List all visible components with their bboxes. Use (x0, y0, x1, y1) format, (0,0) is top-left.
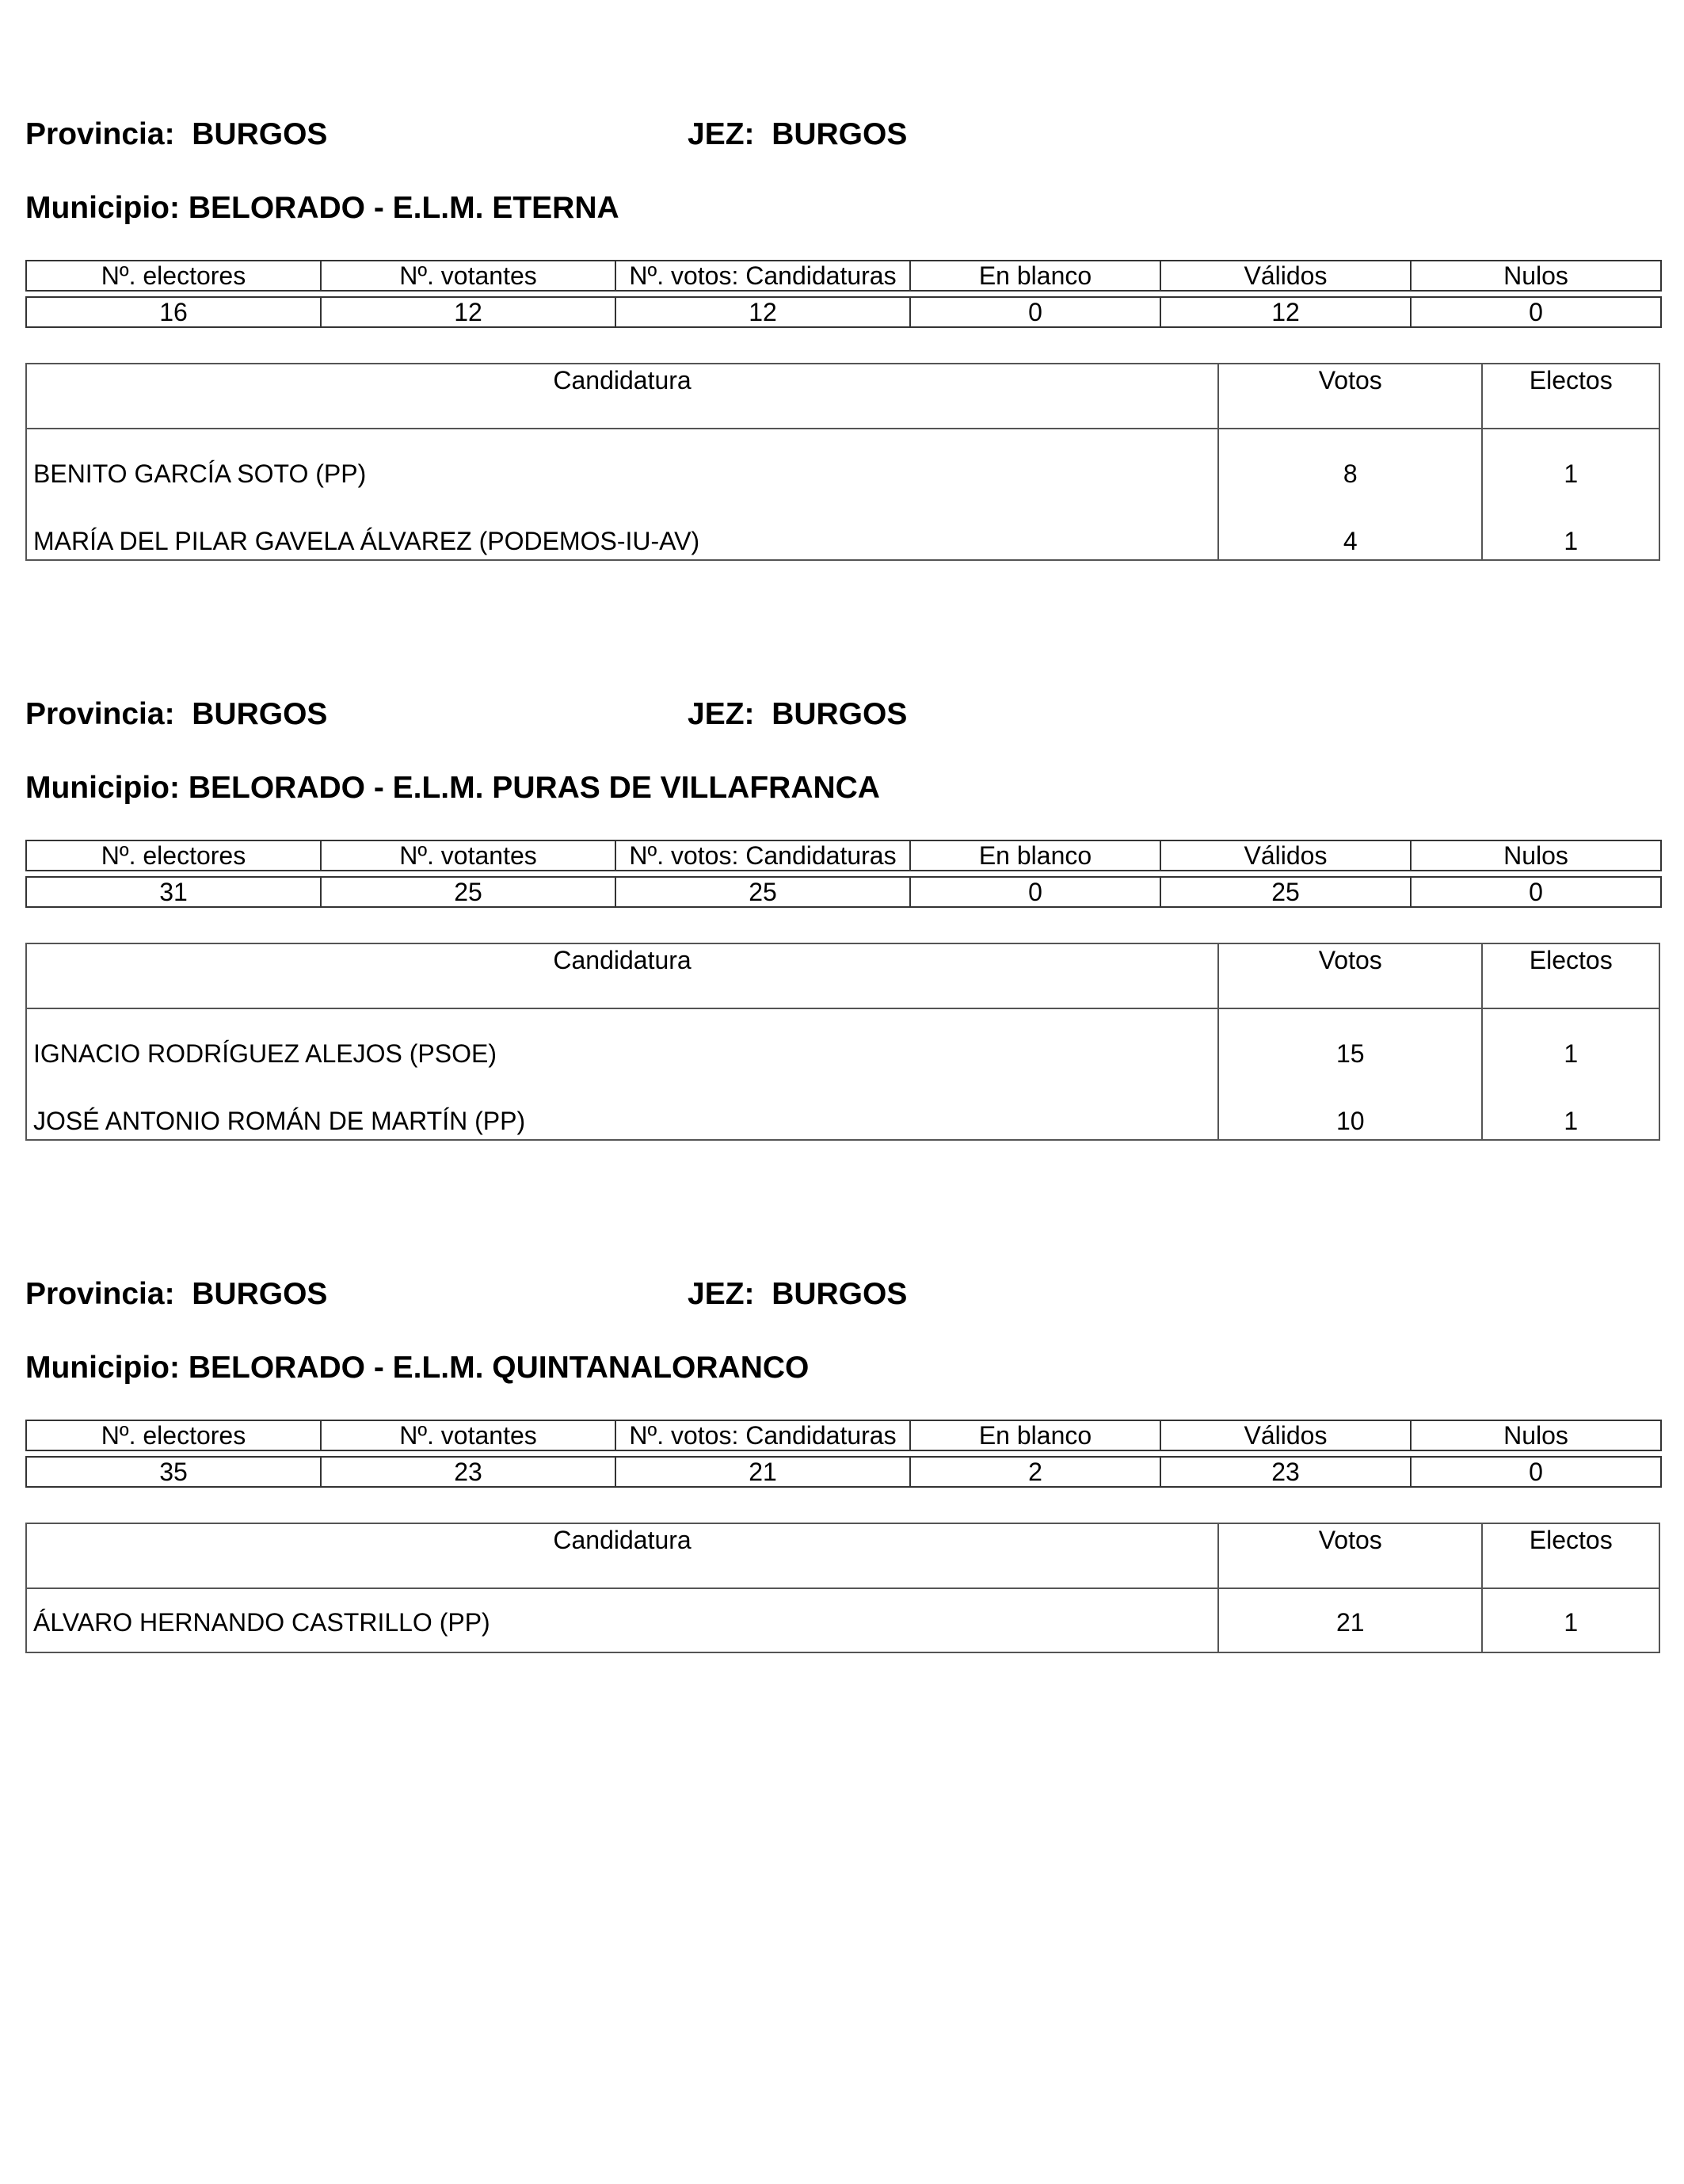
votantes-value: 25 (321, 877, 615, 907)
votos-candidaturas-value: 25 (615, 877, 910, 907)
candidates-table (25, 1523, 1660, 1653)
validos-header: Válidos (1160, 1420, 1411, 1450)
candidate-electos: 1 (1564, 1039, 1579, 1068)
municipio-value: BELORADO - E.L.M. QUINTANALORANCO (188, 1351, 810, 1385)
jez-line: JEZ: BURGOS (688, 697, 908, 731)
electores-value: 16 (26, 297, 321, 327)
en-blanco-value: 2 (910, 1457, 1160, 1487)
candidate-votos: 10 (1335, 1107, 1365, 1135)
electores-header: Nº. electores (26, 1420, 321, 1450)
jez-line: JEZ: BURGOS (688, 117, 908, 151)
en-blanco-value: 0 (910, 877, 1160, 907)
validos-value: 25 (1160, 877, 1411, 907)
electores-value: 35 (26, 1457, 321, 1487)
provincia-line: Provincia: BURGOS (25, 1277, 328, 1311)
candidatura-header: Candidatura (27, 944, 1219, 1008)
summary-values-row (26, 297, 1661, 327)
candidate-votos: 15 (1335, 1039, 1365, 1068)
votos-candidaturas-header: Nº. votos: Candidaturas (615, 1420, 910, 1450)
votantes-header: Nº. votantes (321, 1420, 615, 1450)
nulos-value: 0 (1411, 877, 1661, 907)
votos-candidaturas-value: 12 (615, 297, 910, 327)
votantes-value: 23 (321, 1457, 615, 1487)
en-blanco-header: En blanco (910, 1420, 1160, 1450)
votos-header: Votos (1219, 1524, 1483, 1587)
summary-header-row (26, 840, 1661, 871)
votantes-value: 12 (321, 297, 615, 327)
municipio-line: Municipio: BELORADO - E.L.M. ETERNA (25, 191, 619, 225)
votantes-header: Nº. votantes (321, 840, 615, 871)
provincia-line: Provincia: BURGOS (25, 117, 328, 151)
votos-candidaturas-header: Nº. votos: Candidaturas (615, 840, 910, 871)
nulos-header: Nulos (1411, 840, 1661, 871)
provincia-value: BURGOS (192, 117, 328, 151)
candidate-name: BENITO GARCÍA SOTO (PP) (33, 459, 367, 488)
candidate-name: IGNACIO RODRÍGUEZ ALEJOS (PSOE) (33, 1039, 497, 1068)
summary-header-row (26, 261, 1661, 291)
summary-values-row (26, 1457, 1661, 1487)
jez-line: JEZ: BURGOS (688, 1277, 908, 1311)
en-blanco-header: En blanco (910, 261, 1160, 291)
electos-header: Electos (1529, 366, 1613, 394)
municipio-value: BELORADO - E.L.M. ETERNA (188, 191, 619, 225)
summary-table (25, 840, 1662, 908)
provincia-line: Provincia: BURGOS (25, 697, 328, 731)
candidate-electos: 1 (1564, 1107, 1579, 1135)
candidate-electos: 1 (1564, 459, 1579, 488)
candidate-votos: 4 (1343, 527, 1358, 555)
jez-value: BURGOS (772, 697, 908, 731)
candidates-table (25, 943, 1660, 1141)
candidate-name: JOSÉ ANTONIO ROMÁN DE MARTÍN (PP) (33, 1107, 526, 1135)
votos-candidaturas-header: Nº. votos: Candidaturas (615, 261, 910, 291)
nulos-header: Nulos (1411, 261, 1661, 291)
electores-value: 31 (26, 877, 321, 907)
summary-values-row (26, 877, 1661, 907)
summary-table (25, 1420, 1662, 1488)
summary-table (25, 260, 1662, 328)
votos-header: Votos (1219, 944, 1483, 1008)
votos-candidaturas-value: 21 (615, 1457, 910, 1487)
candidates-header-row (27, 944, 1659, 1009)
electores-header: Nº. electores (26, 840, 321, 871)
nulos-value: 0 (1411, 1457, 1661, 1487)
en-blanco-value: 0 (910, 297, 1160, 327)
electos-header: Electos (1529, 1526, 1613, 1554)
votantes-header: Nº. votantes (321, 261, 615, 291)
votos-header: Votos (1219, 364, 1483, 428)
municipio-line: Municipio: BELORADO - E.L.M. PURAS DE VILLAFRANCA (25, 771, 880, 805)
jez-value: BURGOS (772, 1277, 908, 1311)
electos-header: Electos (1529, 946, 1613, 974)
electores-header: Nº. electores (26, 261, 321, 291)
candidate-votos: 21 (1335, 1608, 1365, 1637)
summary-header-row (26, 1420, 1661, 1450)
validos-header: Válidos (1160, 261, 1411, 291)
candidate-votos: 8 (1343, 459, 1358, 488)
en-blanco-header: En blanco (910, 840, 1160, 871)
candidates-header-row (27, 1524, 1659, 1589)
candidatura-header: Candidatura (27, 1524, 1219, 1587)
validos-header: Válidos (1160, 840, 1411, 871)
provincia-value: BURGOS (192, 1277, 328, 1311)
provincia-value: BURGOS (192, 697, 328, 731)
candidate-electos: 1 (1564, 1608, 1579, 1637)
candidatura-header: Candidatura (27, 364, 1219, 428)
candidate-name: MARÍA DEL PILAR GAVELA ÁLVAREZ (PODEMOS-IU-AV) (33, 527, 700, 555)
candidate-electos: 1 (1564, 527, 1579, 555)
validos-value: 23 (1160, 1457, 1411, 1487)
nulos-value: 0 (1411, 297, 1661, 327)
candidates-header-row (27, 364, 1659, 429)
validos-value: 12 (1160, 297, 1411, 327)
municipio-line: Municipio: BELORADO - E.L.M. QUINTANALORANCO (25, 1351, 810, 1385)
candidate-name: ÁLVARO HERNANDO CASTRILLO (PP) (33, 1608, 490, 1637)
municipio-value: BELORADO - E.L.M. PURAS DE VILLAFRANCA (188, 771, 880, 805)
jez-value: BURGOS (772, 117, 908, 151)
nulos-header: Nulos (1411, 1420, 1661, 1450)
candidates-table (25, 363, 1660, 561)
